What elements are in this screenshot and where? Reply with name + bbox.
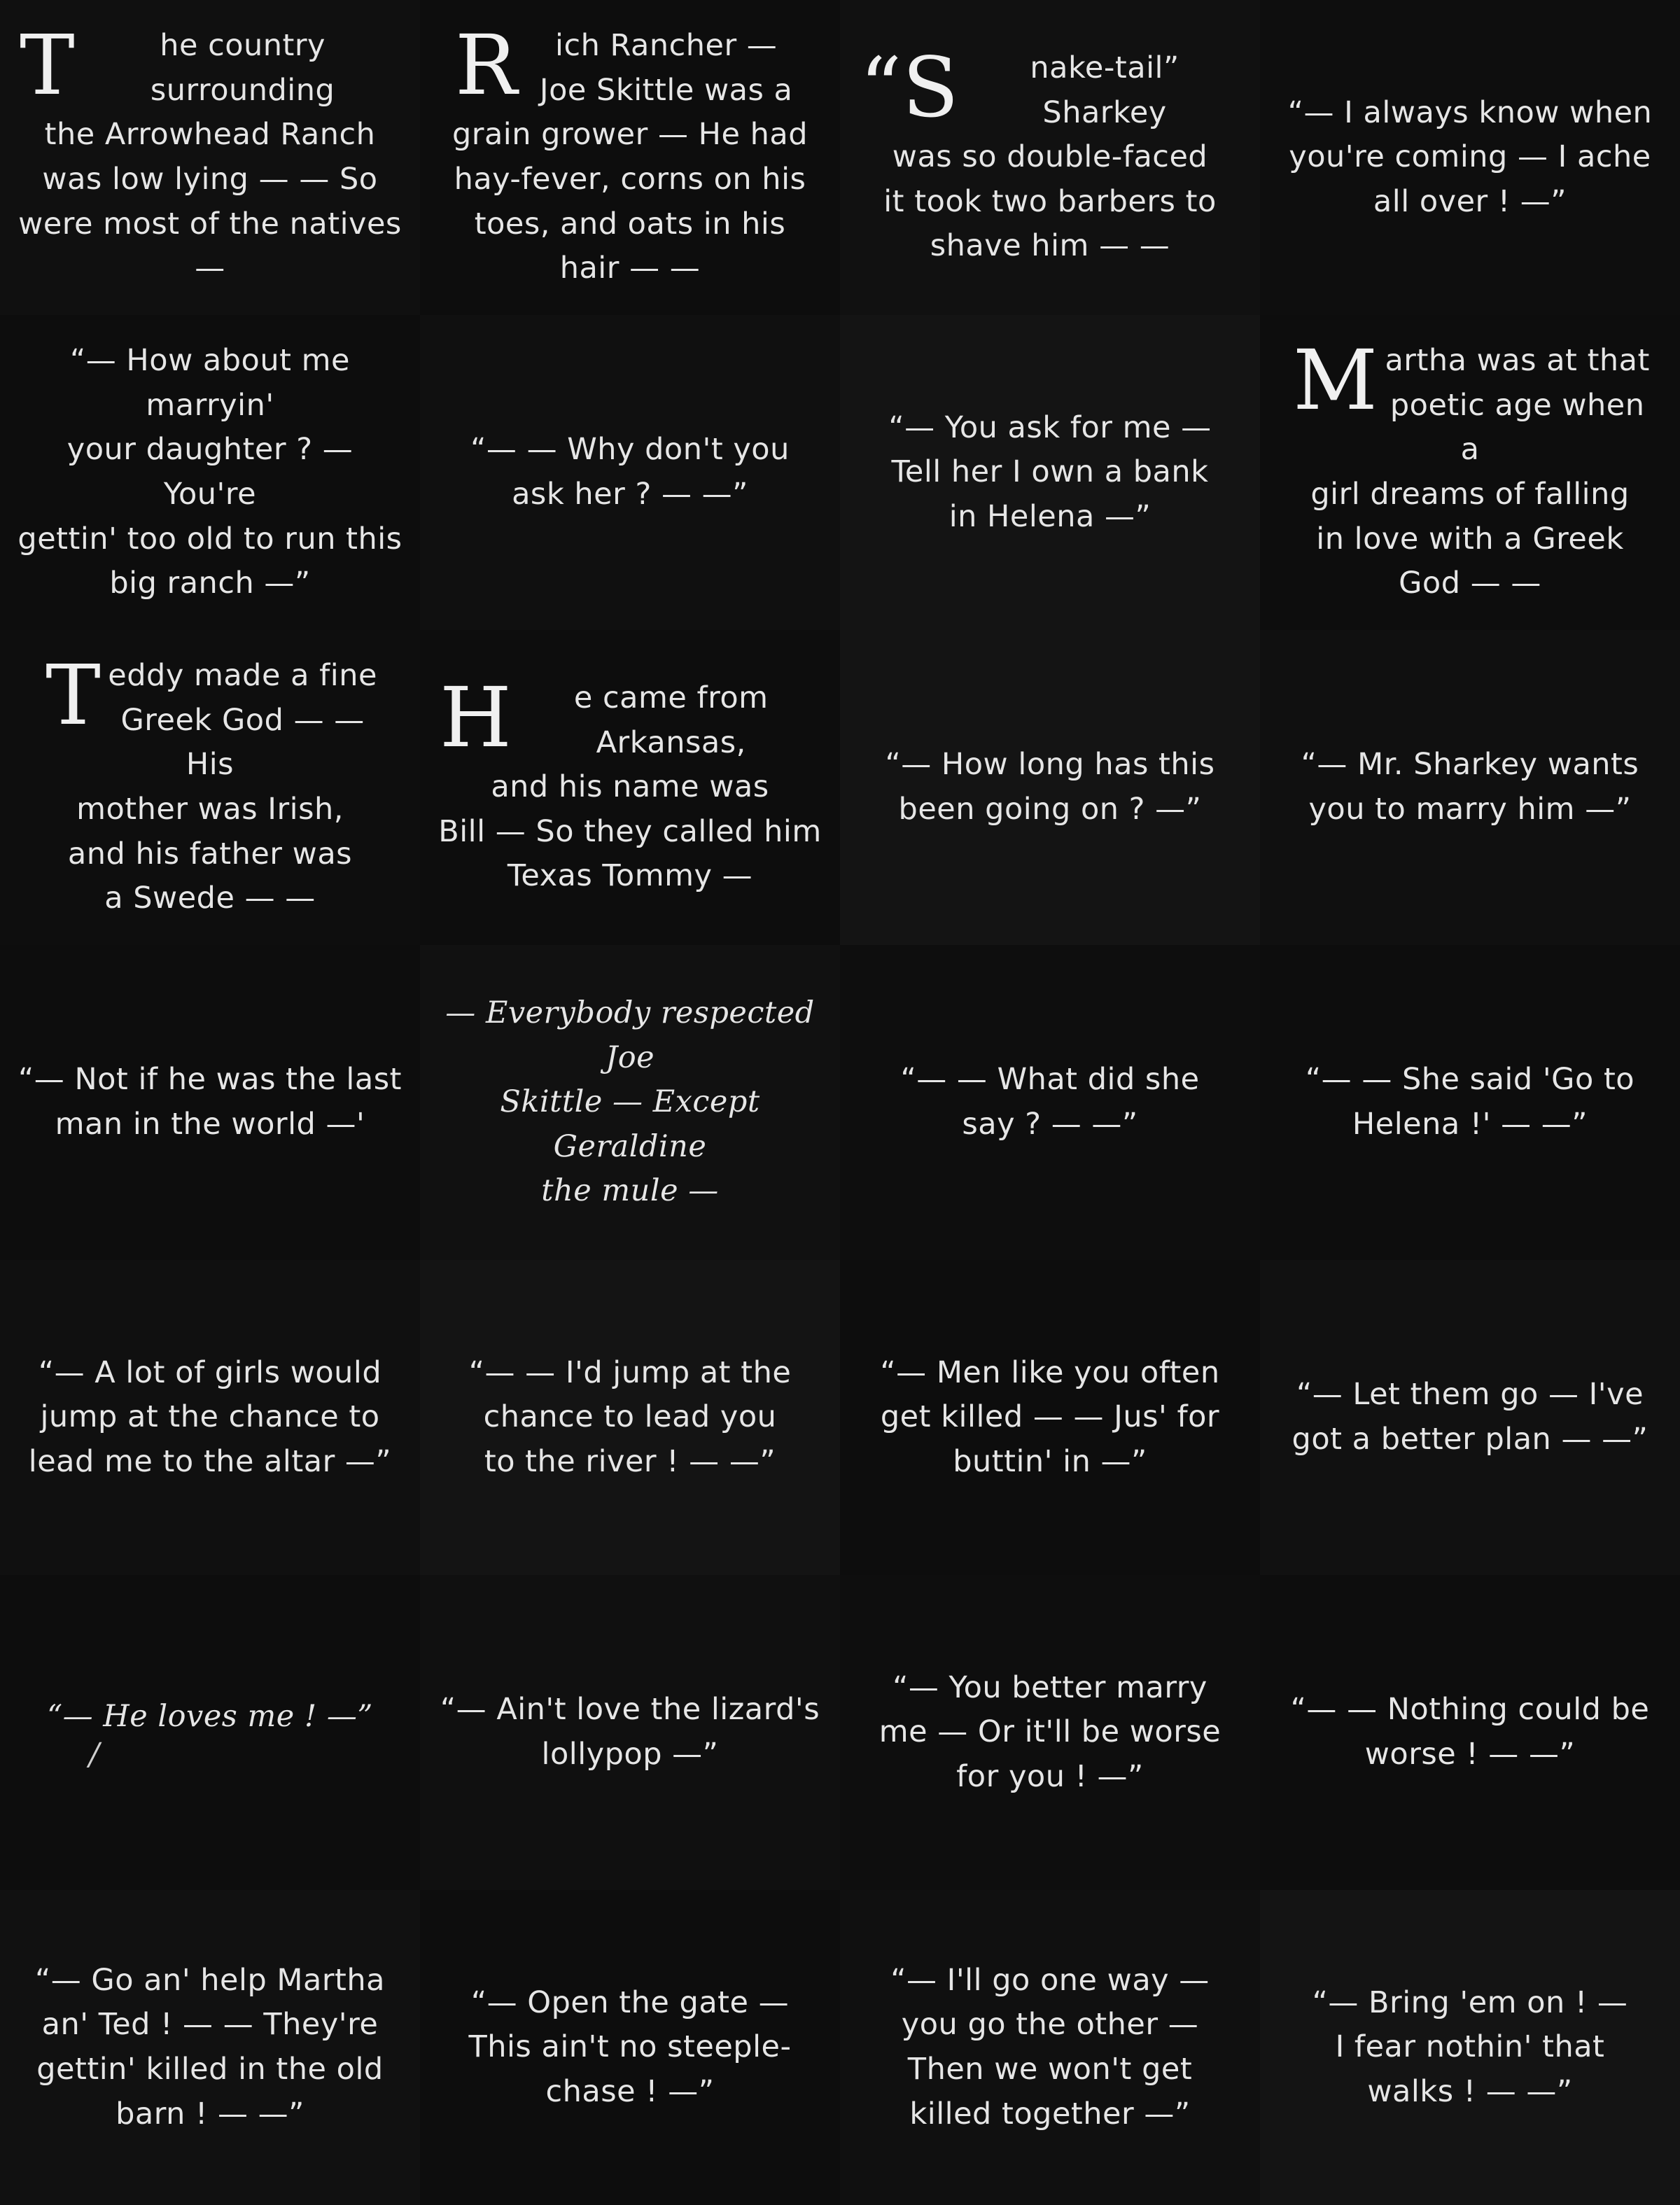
card-text: “— — What did she say ? — —” (900, 1062, 1200, 1142)
card-body: nake-tail” Sharkey was so double-faced it took two barbers to shave him — — (883, 50, 1217, 264)
card-text: “— How long has this been going on ? —” (885, 747, 1215, 827)
card-text (857, 38, 1243, 269)
card-text: “— Mr. Sharkey wants you to marry him —” (1301, 747, 1639, 827)
card-text: “— — Nothing could be worse ! — —” (1290, 1692, 1650, 1772)
title-card (420, 1260, 840, 1575)
title-card (1260, 0, 1680, 315)
title-card (840, 315, 1260, 630)
drop-cap: R (454, 17, 518, 114)
card-text: — Everybody respected Joe Skittle — Except Geraldine the mule — (445, 995, 815, 1209)
title-card (420, 0, 840, 315)
card-text: “— You ask for me — Tell her I own a bank in Helena —” (888, 410, 1212, 534)
title-card (1260, 315, 1680, 630)
card-text: “— Open the gate — This ain't no steeple- chase ! —” (468, 1984, 792, 2109)
card-body: artha was at that poetic age when a girl dreams of falling in love with a Greek God — — (1310, 343, 1650, 601)
title-card (840, 945, 1260, 1260)
title-card (840, 1260, 1260, 1575)
card-text: “— You better marry me — Or it'll be worse for you ! —” (878, 1670, 1222, 1794)
title-card (420, 630, 840, 945)
title-card (420, 945, 840, 1260)
title-card (1260, 630, 1680, 945)
card-text: “— How about me marryin' your daughter ? — You're gettin' too old to run this big ranch —” (18, 343, 402, 601)
card-text: “— — Why don't you ask her ? — —” (470, 432, 790, 512)
card-text (1290, 332, 1650, 606)
card-body: ich Rancher — Joe Skittle was a grain grower — He had hay-fever, corns on his toes, and oats in his hair — — (451, 28, 808, 286)
card-text: “— A lot of girls would jump at the chance to lead me to the altar —” (28, 1354, 392, 1479)
card-text (437, 668, 823, 899)
title-card (0, 1890, 420, 2205)
card-body: he country surrounding the Arrowhead Ranch was low lying — — So were most of the natives— (18, 28, 402, 286)
title-card (840, 1890, 1260, 2205)
title-card (840, 0, 1260, 315)
title-card (0, 630, 420, 945)
title-card (0, 0, 420, 315)
card-text: “— Bring 'em on ! — I fear nothin' that walks ! — —” (1312, 1984, 1628, 2109)
card-text: “— Not if he was the last man in the world —' (18, 1062, 402, 1142)
card-text-wrap (47, 1695, 373, 1770)
title-card (0, 315, 420, 630)
title-card (0, 945, 420, 1260)
drop-cap: T (46, 647, 102, 744)
card-body: e came from Arkansas, and his name was Bill — So they called him Texas Tommy — (438, 680, 822, 894)
title-card (0, 1260, 420, 1575)
card-text: “— I'll go one way — you go the other — Then we won't get killed together —” (890, 1962, 1210, 2132)
stroke-mark: / (89, 1736, 99, 1772)
card-text: “— — I'd jump at the chance to lead you to the river ! — —” (468, 1354, 792, 1479)
title-card (1260, 1890, 1680, 2205)
card-text (17, 17, 403, 291)
card-text: “— I always know when you're coming — I ache all over ! —” (1287, 94, 1653, 219)
title-card (420, 1890, 840, 2205)
card-body: eddy made a fine Greek God — — His mother was Irish, and his father was a Swede — — (67, 658, 377, 916)
title-card (420, 1575, 840, 1890)
title-card (840, 1575, 1260, 1890)
drop-cap: M (1293, 332, 1378, 429)
card-text: “— Ain't love the lizard's lollypop —” (440, 1692, 820, 1772)
card-text: “— Go an' help Martha an' Ted ! — — They're gettin' killed in the old barn ! — —” (34, 1962, 386, 2132)
card-text: “— Men like you often get killed — — Jus' for buttin' in —” (880, 1354, 1220, 1479)
drop-cap: T (20, 17, 76, 114)
card-text (451, 17, 808, 291)
title-card (1260, 1575, 1680, 1890)
drop-cap: H (440, 668, 512, 766)
title-card (1260, 1260, 1680, 1575)
title-card (840, 630, 1260, 945)
card-text: “— — She said 'Go to Helena !' — —” (1305, 1062, 1635, 1142)
title-card (0, 1575, 420, 1890)
title-card (1260, 945, 1680, 1260)
title-card (420, 315, 840, 630)
card-text: “— He loves me ! —” (47, 1699, 373, 1735)
card-text: “— Let them go — I've got a better plan — —” (1292, 1377, 1648, 1457)
drop-cap: “S (860, 38, 960, 136)
card-text (43, 647, 377, 921)
